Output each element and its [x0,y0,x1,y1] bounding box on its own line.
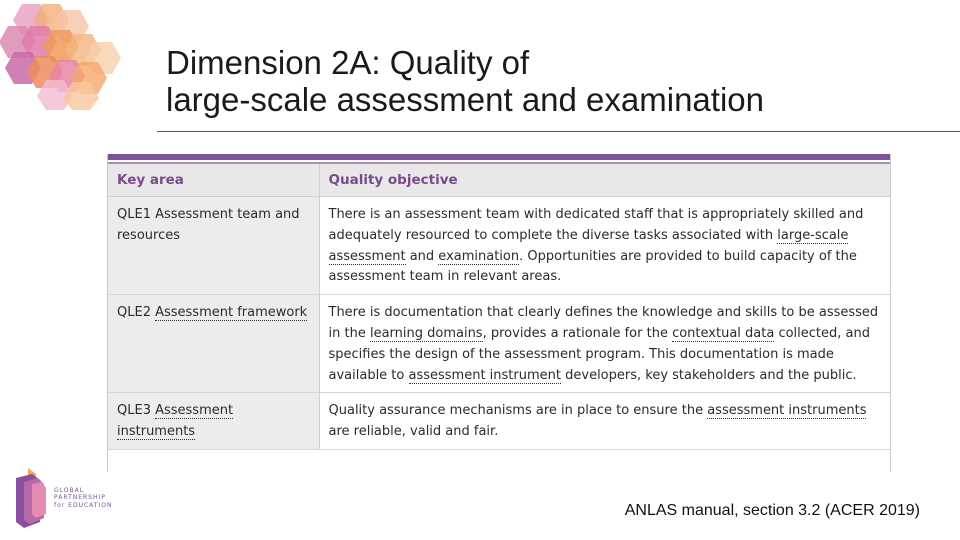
key-area-cell [108,197,319,295]
cell-text: , provides a rationale for the [482,325,673,341]
gpe-logo-text [54,487,112,509]
cell-text: QLE2 [117,305,156,321]
glossary-term-link[interactable]: large-scale assessment [328,227,849,264]
cell-text: QLE1 Assessment team and resources [117,207,300,243]
cell-text: and [405,248,439,264]
source-citation: ANLAS manual, section 3.2 (ACER 2019) [624,502,920,519]
table-row [108,197,890,295]
gpe-logo-line-2: PARTNERSHIP [54,494,106,502]
cell-text: QLE3 [117,403,156,419]
title-line-2: large-scale assessment and examination [166,81,764,118]
cell-text: . Opportunities are provided to build capacity of the assessment team in relevant areas. [328,248,857,285]
glossary-term-link[interactable]: examination [438,248,520,264]
key-area-cell [108,393,319,450]
cell-text: Quality assurance mechanisms are in place to ensure the [328,403,708,419]
table-header-row [108,164,890,197]
cell-text: collected, and specifies the design of the assessment program. This documentation is made available to [328,325,870,383]
column-header-quality-objective: Quality objective [319,164,890,197]
table-row [108,393,890,450]
quality-objective-cell [319,393,890,450]
quality-objective-cell [319,295,890,393]
table-body [108,197,890,450]
column-header-key-area: Key area [108,164,319,197]
cell-text: are reliable, valid and fair. [328,424,499,440]
glossary-term-link[interactable]: contextual data [672,325,775,341]
hexagon-pattern-logo [0,0,130,110]
glossary-term-link[interactable]: assessment instruments [707,403,867,419]
glossary-term-link[interactable]: assessment instrument [408,367,561,383]
gpe-logo-line-3: for EDUCATION [54,501,113,509]
page-title [166,44,764,118]
title-divider [157,131,960,132]
key-area-cell [108,295,319,393]
quality-objective-cell [319,197,890,295]
glossary-term-link[interactable]: learning domains [369,325,483,341]
gpe-logo-line-1: GLOBAL [54,487,85,494]
cell-text: developers, key stakeholders and the public. [561,367,857,383]
glossary-term-link[interactable]: Assessment framework [155,305,308,321]
cell-text: There is documentation that clearly defines the knowledge and skills to be assessed in the [328,305,879,341]
title-line-1: Dimension 2A: Quality of [166,44,530,81]
glossary-term-link[interactable]: Assessment instruments [117,403,234,440]
gpe-logo-mark [12,466,48,530]
table-row [108,295,890,393]
cell-text: There is an assessment team with dedicated staff that is appropriately skilled and adequately resourced to complete the diverse tasks associated with [328,207,864,243]
quality-table [107,154,891,472]
